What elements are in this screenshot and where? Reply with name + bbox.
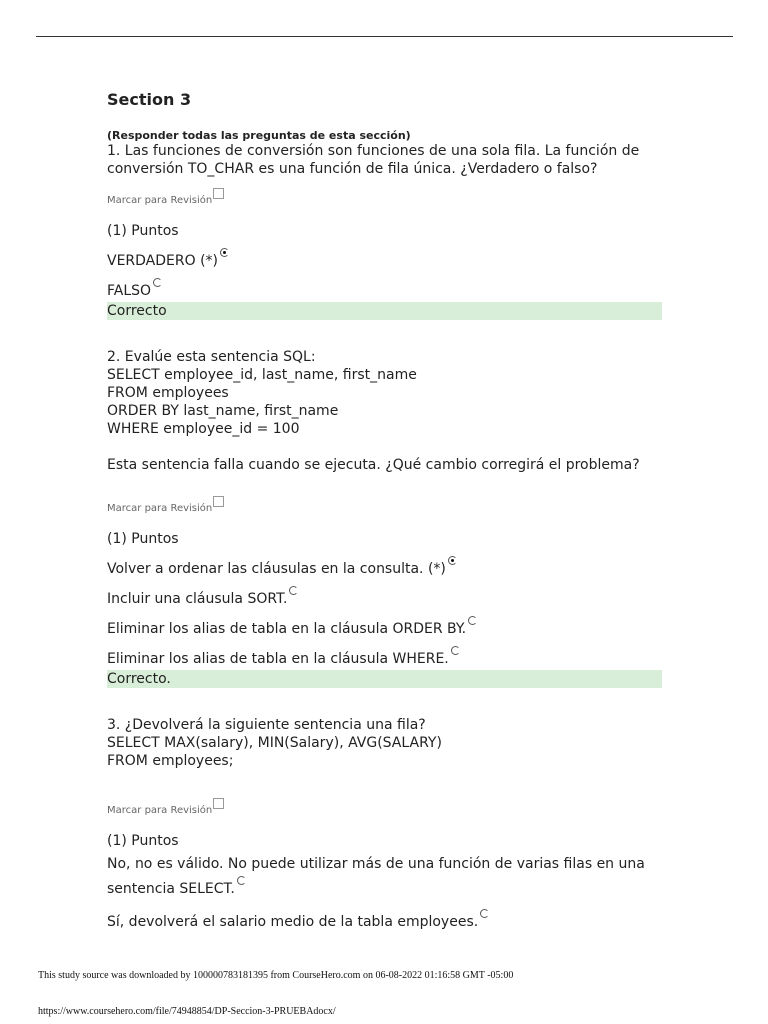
option-1b[interactable] bbox=[107, 278, 667, 300]
question-2-line: SELECT employee_id, last_name, first_name bbox=[107, 367, 417, 383]
footer-url[interactable]: https://www.coursehero.com/file/74948854/DP-Seccion-3-PRUEBAdocx/ bbox=[38, 1006, 336, 1017]
radio-selected-icon[interactable] bbox=[448, 556, 457, 565]
radio-icon[interactable] bbox=[480, 909, 489, 918]
quiz-content bbox=[107, 90, 667, 931]
mark-for-review-1[interactable] bbox=[107, 188, 667, 206]
mark-for-review-label: Marcar para Revisión bbox=[107, 805, 213, 816]
question-3-line: FROM employees; bbox=[107, 753, 234, 769]
option-2a[interactable] bbox=[107, 556, 667, 578]
mark-for-review-label: Marcar para Revisión bbox=[107, 503, 213, 514]
question-3-line: SELECT MAX(salary), MIN(Salary), AVG(SALARY) bbox=[107, 735, 442, 751]
points-3: (1) Puntos bbox=[107, 833, 179, 849]
section-title: Section 3 bbox=[107, 90, 192, 109]
option-label: No, no es válido. No puede utilizar más de una función de varias filas en una sentencia SELECT. bbox=[107, 856, 645, 897]
question-2-line: ORDER BY last_name, first_name bbox=[107, 403, 339, 419]
radio-selected-icon[interactable] bbox=[220, 248, 229, 257]
option-label: VERDADERO (*) bbox=[107, 253, 219, 269]
radio-icon[interactable] bbox=[289, 586, 298, 595]
radio-icon[interactable] bbox=[468, 616, 477, 625]
review-checkbox[interactable] bbox=[213, 496, 224, 507]
option-label: Eliminar los alias de tabla en la cláusula WHERE. bbox=[107, 651, 449, 667]
option-2c[interactable] bbox=[107, 616, 667, 638]
question-2-line: 2. Evalúe esta sentencia SQL: bbox=[107, 349, 316, 365]
option-1a[interactable] bbox=[107, 248, 667, 270]
result-banner-1: Correcto bbox=[107, 302, 662, 320]
mark-for-review-3[interactable] bbox=[107, 798, 667, 816]
question-3-line: 3. ¿Devolverá la siguiente sentencia una fila? bbox=[107, 717, 426, 733]
option-label: Incluir una cláusula SORT. bbox=[107, 591, 288, 607]
points-2: (1) Puntos bbox=[107, 531, 179, 547]
option-label: Eliminar los alias de tabla en la cláusula ORDER BY. bbox=[107, 621, 467, 637]
mark-for-review-2[interactable] bbox=[107, 496, 667, 514]
question-1 bbox=[107, 142, 667, 320]
review-checkbox[interactable] bbox=[213, 188, 224, 199]
question-2-line: WHERE employee_id = 100 bbox=[107, 421, 300, 437]
question-1-text: 1. Las funciones de conversión son funciones de una sola fila. La función de conversión TO_CHAR es una función de fila única. ¿Verdadero o falso? bbox=[107, 143, 640, 177]
points-1: (1) Puntos bbox=[107, 223, 179, 239]
option-3b[interactable] bbox=[107, 909, 667, 931]
option-label: Volver a ordenar las cláusulas en la consulta. (*) bbox=[107, 561, 446, 577]
option-3a[interactable] bbox=[107, 852, 667, 901]
footer-source-note: This study source was downloaded by 100000783181395 from CourseHero.com on 06-08-2022 01:16:58 GMT -05:00 bbox=[38, 970, 514, 981]
mark-for-review-label: Marcar para Revisión bbox=[107, 195, 213, 206]
question-2-line: FROM employees bbox=[107, 385, 229, 401]
top-divider bbox=[36, 36, 733, 37]
question-3 bbox=[107, 716, 667, 931]
radio-icon[interactable] bbox=[237, 876, 246, 885]
review-checkbox[interactable] bbox=[213, 798, 224, 809]
option-label: Sí, devolverá el salario medio de la tabla employees. bbox=[107, 914, 479, 930]
section-instructions: (Responder todas las preguntas de esta sección) bbox=[107, 129, 411, 142]
option-label: FALSO bbox=[107, 283, 152, 299]
question-2-prompt: Esta sentencia falla cuando se ejecuta. ¿Qué cambio corregirá el problema? bbox=[107, 457, 640, 473]
radio-icon[interactable] bbox=[451, 646, 460, 655]
option-2b[interactable] bbox=[107, 586, 667, 608]
radio-icon[interactable] bbox=[153, 278, 162, 287]
option-2d[interactable] bbox=[107, 646, 667, 668]
question-2 bbox=[107, 348, 667, 688]
result-banner-2: Correcto. bbox=[107, 670, 662, 688]
